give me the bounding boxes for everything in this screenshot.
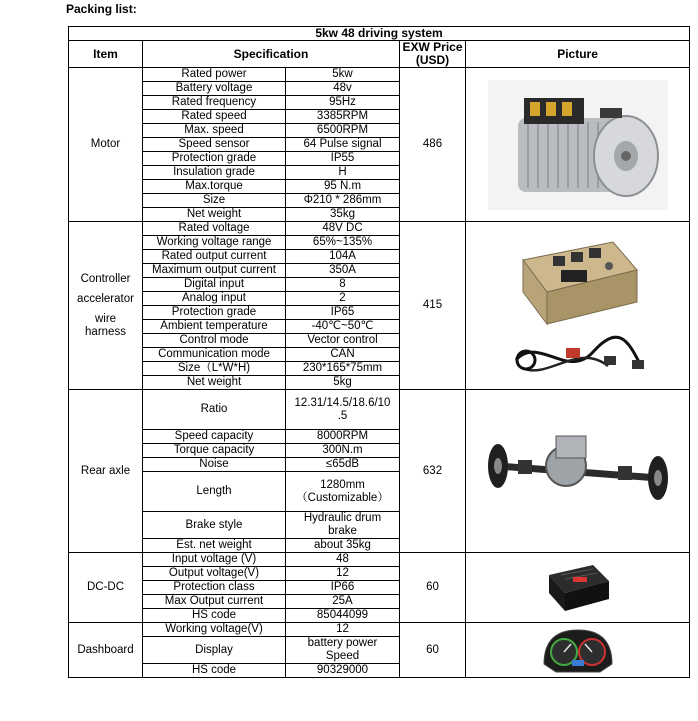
spec-name: Est. net weight [143, 539, 286, 553]
spec-value: 95Hz [286, 96, 400, 110]
spec-name: Protection grade [143, 152, 286, 166]
dashboard-picture [466, 623, 690, 678]
brake-value-line1: Hydraulic drum [303, 512, 382, 524]
spec-name: Rated frequency [143, 96, 286, 110]
spec-name: Maximum output current [143, 264, 286, 278]
controller-item-line: harness [85, 325, 126, 338]
spec-value: 25A [286, 595, 400, 609]
controller-item [69, 222, 143, 390]
dcdc-picture [466, 553, 690, 623]
spec-value: 2 [286, 292, 400, 306]
spec-name: Working voltage(V) [143, 623, 286, 637]
spec-name: HS code [143, 609, 286, 623]
spec-name: Display [143, 637, 286, 664]
rear-axle-price: 632 [400, 390, 466, 553]
header-item: Item [69, 41, 143, 68]
spec-value: 5kg [286, 376, 400, 390]
spec-value: 65%~135% [286, 236, 400, 250]
spec-name: Communication mode [143, 348, 286, 362]
spec-name: Digital input [143, 278, 286, 292]
spec-value: 104A [286, 250, 400, 264]
display-value-line1: battery power [307, 637, 378, 649]
brake-value-line2: brake [328, 525, 357, 537]
spec-value [286, 637, 400, 664]
motor-item: Motor [69, 68, 143, 222]
dashboard-item: Dashboard [69, 623, 143, 678]
length-value-line2: （Customizable） [296, 491, 389, 504]
spec-value: Φ210 * 286mm [286, 194, 400, 208]
spec-name: Protection class [143, 581, 286, 595]
spec-value: CAN [286, 348, 400, 362]
motor-price: 486 [400, 68, 466, 222]
spec-name: Protection grade [143, 306, 286, 320]
spec-name: Brake style [143, 512, 286, 539]
wire-harness-image [508, 330, 648, 382]
header-price-line1: EXW Price [402, 40, 463, 54]
spec-value: IP65 [286, 306, 400, 320]
rear-axle-item: Rear axle [69, 390, 143, 553]
spec-name: Speed sensor [143, 138, 286, 152]
spec-value: ≤65dB [286, 458, 400, 472]
spec-name: Net weight [143, 376, 286, 390]
controller-item-line: wire [94, 312, 117, 325]
spec-value: -40℃~50℃ [286, 320, 400, 334]
header-price-line2: (USD) [415, 53, 450, 67]
controller-price: 415 [400, 222, 466, 390]
motor-image [488, 80, 668, 210]
spec-value: H [286, 166, 400, 180]
spec-value: 48 [286, 553, 400, 567]
length-value-line1: 1280mm [320, 478, 365, 491]
spec-value: 48V DC [286, 222, 400, 236]
table-title: 5kw 48 driving system [69, 27, 690, 41]
spec-name: Noise [143, 458, 286, 472]
spec-name: Rated power [143, 68, 286, 82]
spec-value: 230*165*75mm [286, 362, 400, 376]
spec-value: 6500RPM [286, 124, 400, 138]
spec-name: Insulation grade [143, 166, 286, 180]
controller-picture [466, 222, 690, 390]
spec-name: HS code [143, 664, 286, 678]
spec-value [286, 390, 400, 430]
spec-value: 3385RPM [286, 110, 400, 124]
controller-item-line: accelerator [77, 292, 134, 305]
spec-value: 12 [286, 567, 400, 581]
dcdc-image [543, 561, 613, 615]
spec-value: 300N.m [286, 444, 400, 458]
dashboard-price: 60 [400, 623, 466, 678]
spec-name: Max Output current [143, 595, 286, 609]
spec-name: Control mode [143, 334, 286, 348]
spec-value: 35kg [286, 208, 400, 222]
motor-picture [466, 68, 690, 222]
spec-name: Size（L*W*H) [143, 362, 286, 376]
spec-value: 85044099 [286, 609, 400, 623]
spec-name: Speed capacity [143, 430, 286, 444]
header-picture: Picture [466, 41, 690, 68]
spec-name: Working voltage range [143, 236, 286, 250]
header-specification: Specification [143, 41, 400, 68]
spec-name: Input voltage (V) [143, 553, 286, 567]
spec-value: IP55 [286, 152, 400, 166]
spec-name: Ratio [143, 390, 286, 430]
spec-name: Ambient temperature [143, 320, 286, 334]
spec-value: 64 Pulse signal [286, 138, 400, 152]
controller-image [513, 230, 643, 330]
rear-axle-image [478, 426, 678, 516]
ratio-value-line2: .5 [337, 409, 348, 422]
spec-value: 8 [286, 278, 400, 292]
spec-value [286, 472, 400, 512]
rear-axle-picture [466, 390, 690, 553]
spec-name: Torque capacity [143, 444, 286, 458]
dcdc-item: DC-DC [69, 553, 143, 623]
spec-value: 12 [286, 623, 400, 637]
spec-value: about 35kg [286, 539, 400, 553]
dcdc-price: 60 [400, 553, 466, 623]
spec-name: Output voltage(V) [143, 567, 286, 581]
spec-name: Net weight [143, 208, 286, 222]
controller-item-line: Controller [80, 272, 131, 285]
spec-value: 8000RPM [286, 430, 400, 444]
spec-name: Rated speed [143, 110, 286, 124]
spec-value: 5kw [286, 68, 400, 82]
spec-value: 48v [286, 82, 400, 96]
packing-list-heading: Packing list: [66, 2, 137, 16]
spec-name: Analog input [143, 292, 286, 306]
spec-value: 350A [286, 264, 400, 278]
ratio-value-line1: 12.31/14.5/18.6/10 [294, 396, 391, 409]
spec-value [286, 512, 400, 539]
dashboard-image [540, 624, 616, 676]
spec-value: IP66 [286, 581, 400, 595]
spec-value: 90329000 [286, 664, 400, 678]
spec-name: Rated voltage [143, 222, 286, 236]
spec-name: Max. speed [143, 124, 286, 138]
header-price [400, 41, 466, 68]
packing-list-table [68, 26, 690, 678]
spec-value: Vector control [286, 334, 400, 348]
spec-name: Max.torque [143, 180, 286, 194]
spec-name: Battery voltage [143, 82, 286, 96]
spec-name: Size [143, 194, 286, 208]
spec-name: Rated output current [143, 250, 286, 264]
spec-name: Length [143, 472, 286, 512]
display-value-line2: Speed [325, 650, 360, 662]
spec-value: 95 N.m [286, 180, 400, 194]
